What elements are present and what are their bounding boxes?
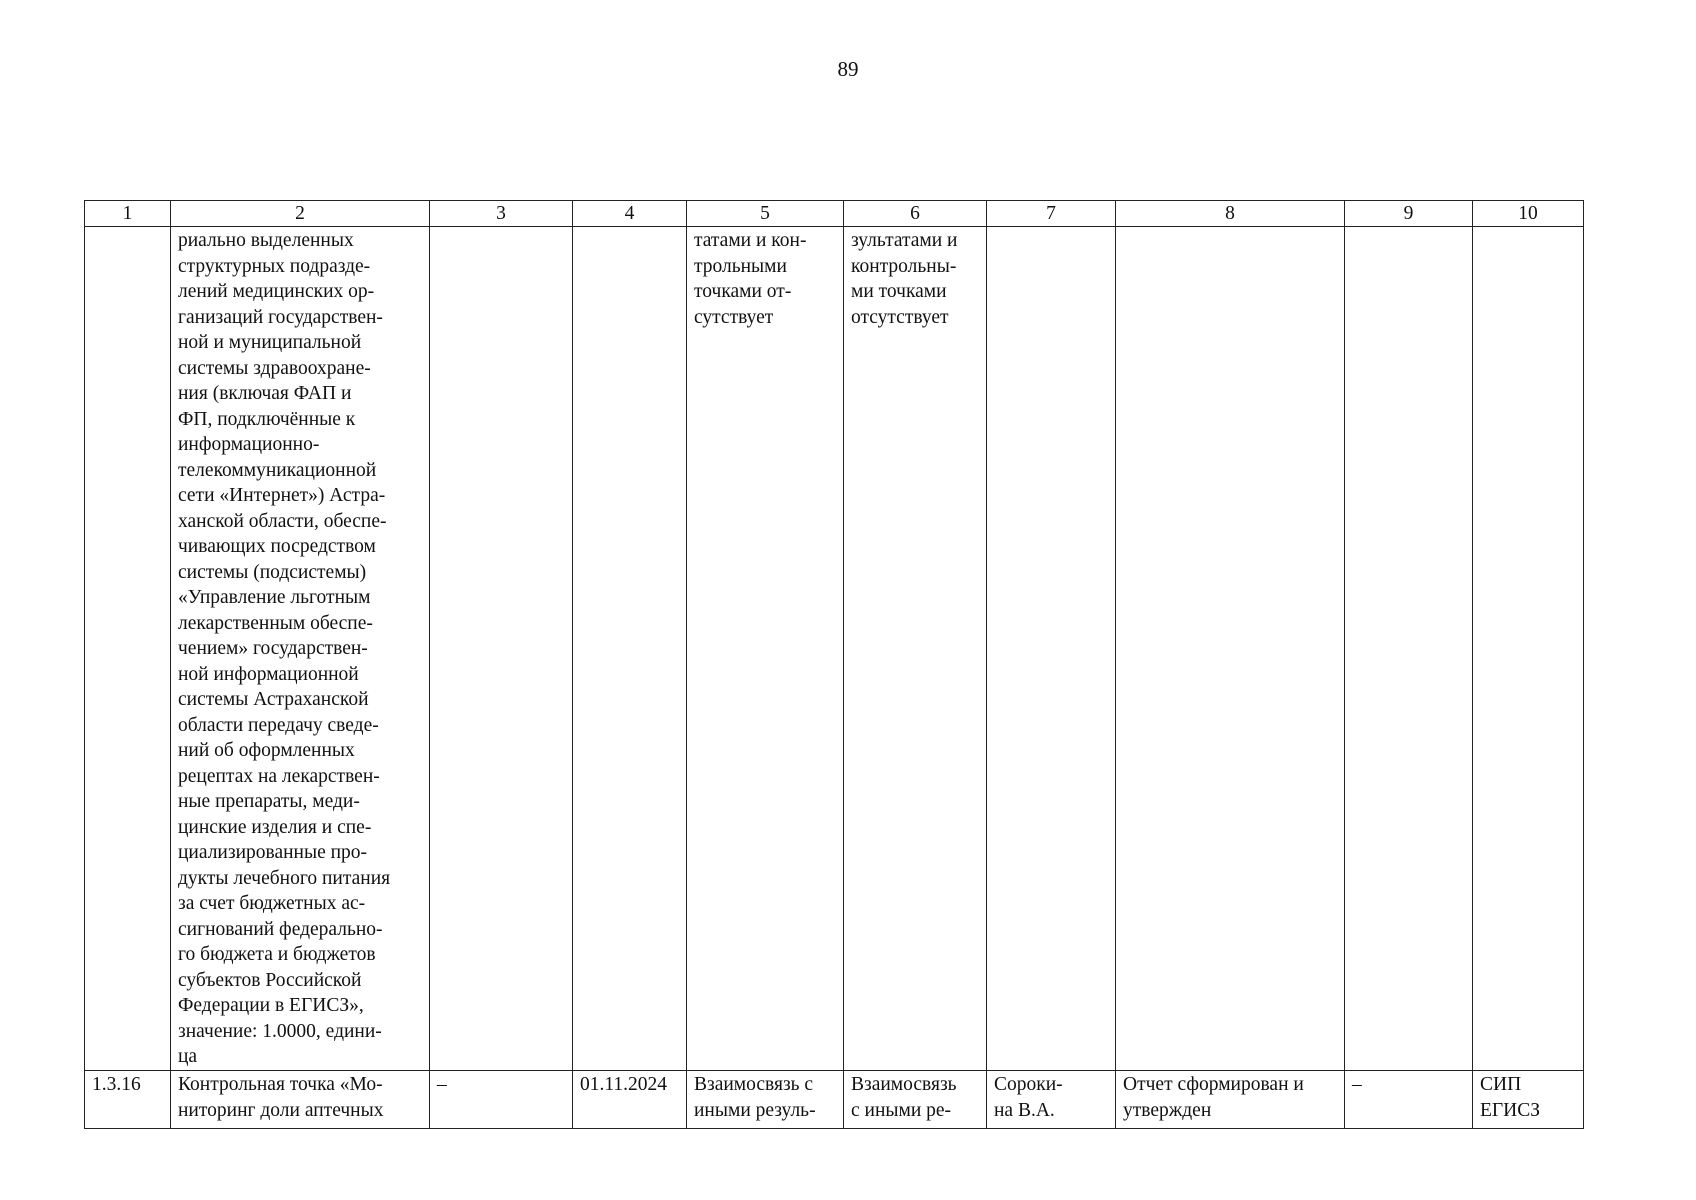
cell-start-date (430, 227, 573, 1071)
cell-info-system (1473, 227, 1584, 1071)
cell-responsible (987, 227, 1116, 1071)
cell-link-next: зультатами и контрольны- ми точками отсутствует (844, 227, 987, 1071)
column-number-3: 3 (430, 201, 573, 227)
column-number-9: 9 (1345, 201, 1473, 227)
table-row-continuation (85, 227, 1584, 1071)
page-number: 89 (837, 57, 859, 81)
cell-level-control (1345, 227, 1473, 1071)
cell-link-previous: татами и кон- трольными точками от- сутствует (687, 227, 844, 1071)
cell-result-type: Отчет сформирован и утвержден (1116, 1071, 1345, 1129)
column-number-7: 7 (987, 201, 1116, 227)
cell-info-system: СИП ЕГИСЗ (1473, 1071, 1584, 1129)
column-number-8: 8 (1116, 201, 1345, 227)
column-number-10: 10 (1473, 201, 1584, 227)
column-number-4: 4 (573, 201, 687, 227)
column-number-1: 1 (85, 201, 171, 227)
column-number-6: 6 (844, 201, 987, 227)
cell-end-date: 01.11.2024 (573, 1071, 687, 1129)
cell-description: Контрольная точка «Мо- ниторинг доли аптечных (171, 1071, 430, 1129)
table-row-1-3-16 (85, 1071, 1584, 1129)
column-number-5: 5 (687, 201, 844, 227)
cell-item-number: 1.3.16 (85, 1071, 171, 1129)
column-number-header-row (85, 201, 1584, 227)
cell-link-next: Взаимосвязь с иными ре- (844, 1071, 987, 1129)
cell-start-date: – (430, 1071, 573, 1129)
column-number-2: 2 (171, 201, 430, 227)
plan-table (84, 200, 1584, 1129)
cell-responsible: Сороки- на В.А. (987, 1071, 1116, 1129)
cell-item-number (85, 227, 171, 1071)
cell-end-date (573, 227, 687, 1071)
cell-result-type (1116, 227, 1345, 1071)
cell-level-control: – (1345, 1071, 1473, 1129)
cell-description: риально выделенных структурных подразде- лений медицинских ор- ганизаций государствен- ной и муниципальной системы здравоохране- ния (включая ФАП и ФП, подключённые к информационно- телекоммуникационной сети «Интернет») Астра- ханской области, обеспе- чивающих посредством системы (подсистемы) «Управление льготным лекарственным обеспе- чением» государствен- ной информационной системы Астраханской области передачу сведе- ний об оформленных рецептах на лекарствен- ные препараты, меди- цинские изделия и спе- циализированные про- дукты лечебного питания за счет бюджетных ас- сигнований федерально- го бюджета и бюджетов субъектов Российской Федерации в ЕГИСЗ», значение: 1.0000, едини- ца (171, 227, 430, 1071)
cell-link-previous: Взаимосвязь с иными резуль- (687, 1071, 844, 1129)
